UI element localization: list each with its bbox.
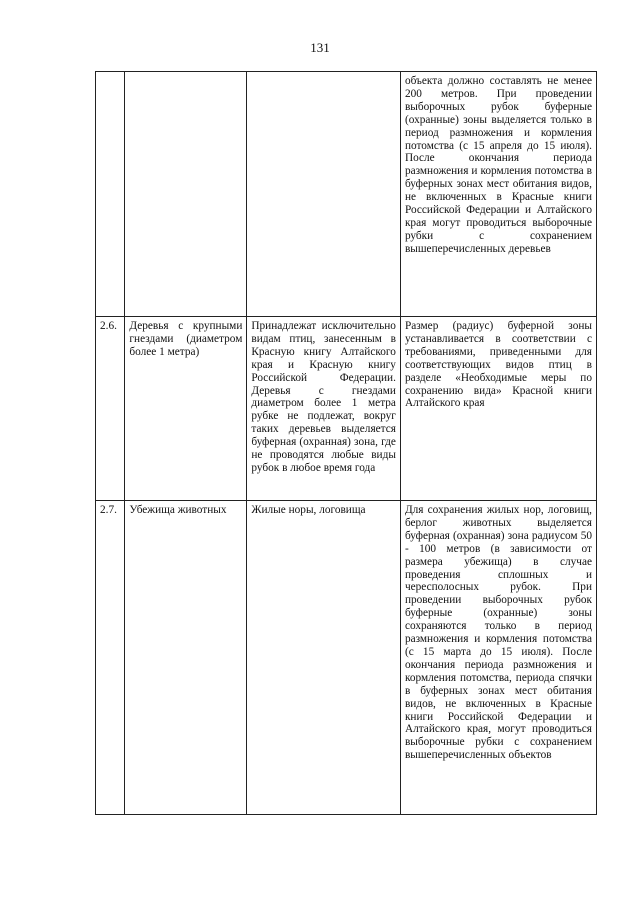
object-cell bbox=[125, 72, 247, 317]
object-cell: Деревья с крупными гнездами (диаметром более 1 метра) bbox=[125, 317, 247, 501]
measures-cell: Для сохранения жилых нор, логовищ, берлог животных выделяется буферная (охранная) зона радиусом 50 - 100 метров (в зависимости от размера убежища) в случае проведения сплошных и чересполосных рубок. При проведении выборочных рубок буферные (охранные) зоны сохраняются только в период размножения и кормления потомства (с 15 марта до 15 июля). После окончания периода размножения и кормления потомства, периода спячки в буферных зонах мест обитания видов, не включенных в Красные книги Российской Федерации и Алтайского края, могут проводиться выборочные рубки с сохранением вышеперечисленных объектов bbox=[400, 501, 596, 815]
description-cell: Жилые норы, логовища bbox=[247, 501, 401, 815]
row-number-cell: 2.6. bbox=[96, 317, 125, 501]
page-number: 131 bbox=[310, 40, 330, 55]
row-number-cell bbox=[96, 72, 125, 317]
table-row bbox=[96, 317, 597, 501]
description-cell bbox=[247, 72, 401, 317]
description-cell: Принадлежат исключительно видам птиц, занесенным в Красную книгу Алтайского края и Красную книгу Российской Федерации. Деревья с гнездами диаметром более 1 метра рубке не подлежат, вокруг таких деревьев выделяется буферная (охранная) зона, где не проводятся любые виды рубок в любое время года bbox=[247, 317, 401, 501]
table-row bbox=[96, 72, 597, 317]
measures-cell: объекта должно составлять не менее 200 метров. При проведении выборочных рубок буферные (охранные) зоны выделяется только в период размножения и кормления потомства (с 15 апреля до 15 июля). После окончания периода размножения и кормления потомства в буферных зонах мест обитания видов, не включенных в Красные книги Российской Федерации и Алтайского края могут проводиться выборочные рубки с сохранением вышеперечисленных деревьев bbox=[400, 72, 596, 317]
table-row bbox=[96, 501, 597, 815]
object-cell: Убежища животных bbox=[125, 501, 247, 815]
measures-cell: Размер (радиус) буферной зоны устанавливается в соответствии с требованиями, приведенными для соответствующих видов птиц в разделе «Необходимые меры по сохранению вида» Красной книги Алтайского края bbox=[400, 317, 596, 501]
measures-table bbox=[95, 71, 597, 815]
row-number-cell: 2.7. bbox=[96, 501, 125, 815]
